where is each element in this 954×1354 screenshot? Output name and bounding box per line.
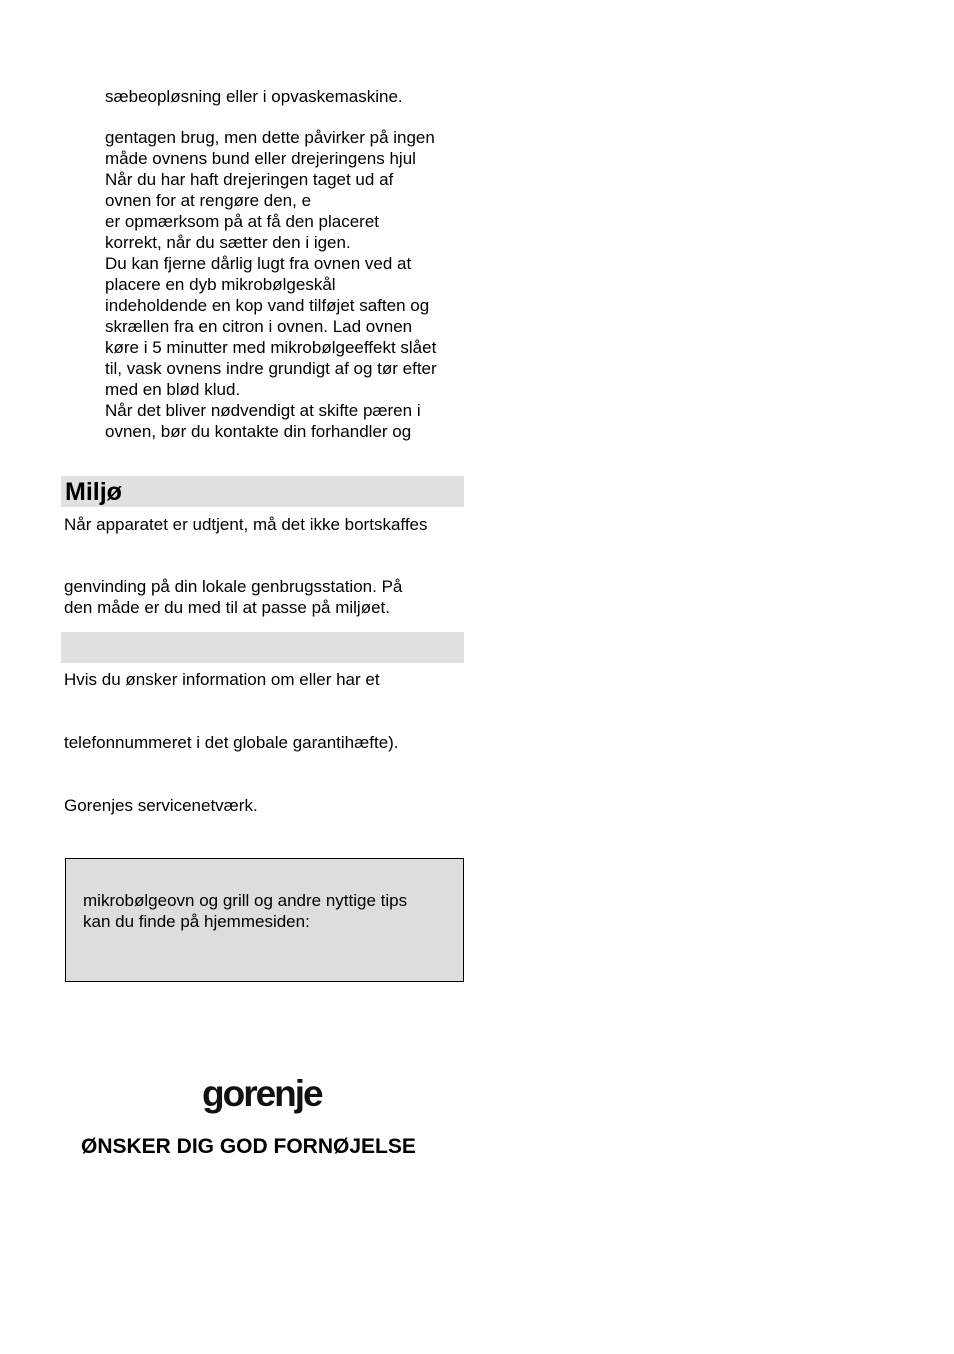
care-line: indeholdende en kop vand tilføjet saften og bbox=[105, 296, 430, 315]
tips-box bbox=[65, 858, 464, 982]
care-line: er opmærksom på at få den placeret bbox=[105, 212, 380, 231]
environment-heading: Miljø bbox=[65, 478, 122, 506]
environment-paragraph-1: Når apparatet er udtjent, må det ikke bortskaffes bbox=[64, 515, 428, 534]
environment-line: genvinding på din lokale genbrugsstation. På bbox=[64, 577, 403, 596]
care-line: til, vask ovnens indre grundigt af og tør efter bbox=[105, 359, 437, 378]
closing-slogan: ØNSKER DIG GOD FORNØJELSE bbox=[81, 1135, 416, 1158]
care-line: køre i 5 minutter med mikrobølgeeffekt slået bbox=[105, 338, 437, 357]
care-line: ovnen, bør du kontakte din forhandler og bbox=[105, 422, 412, 441]
environment-line: den måde er du med til at passe på miljøet. bbox=[64, 598, 390, 617]
intro-line: sæbeopløsning eller i opvaskemaskine. bbox=[105, 87, 403, 106]
tips-text bbox=[83, 890, 407, 932]
environment-heading-band bbox=[61, 476, 464, 507]
environment-paragraph-2 bbox=[64, 576, 402, 618]
service-paragraph-1: Hvis du ønsker information om eller har et bbox=[64, 670, 380, 689]
tips-line: mikrobølgeovn og grill og andre nyttige tips bbox=[83, 891, 408, 910]
gorenje-logo: gorenje bbox=[202, 1073, 322, 1114]
service-heading-band bbox=[61, 632, 464, 663]
care-line: Når du har haft drejeringen taget ud af bbox=[105, 170, 394, 189]
intro-paragraph bbox=[105, 86, 403, 107]
care-line: placere en dyb mikrobølgeskål bbox=[105, 275, 336, 294]
care-paragraph bbox=[105, 127, 437, 442]
care-line: Når det bliver nødvendigt at skifte pæren i bbox=[105, 401, 421, 420]
care-line: gentagen brug, men dette påvirker på ingen bbox=[105, 128, 435, 147]
care-line: ovnen for at rengøre den, e bbox=[105, 191, 312, 210]
care-line: med en blød klud. bbox=[105, 380, 241, 399]
care-line: korrekt, når du sætter den i igen. bbox=[105, 233, 351, 252]
care-line: skrællen fra en citron i ovnen. Lad ovnen bbox=[105, 317, 413, 336]
care-line: Du kan fjerne dårlig lugt fra ovnen ved at bbox=[105, 254, 412, 273]
service-paragraph-3: Gorenjes servicenetværk. bbox=[64, 796, 258, 815]
tips-line: kan du finde på hjemmesiden: bbox=[83, 912, 310, 931]
care-line: måde ovnens bund eller drejeringens hjul bbox=[105, 149, 416, 168]
service-paragraph-2: telefonnummeret i det globale garantihæfte). bbox=[64, 733, 399, 752]
